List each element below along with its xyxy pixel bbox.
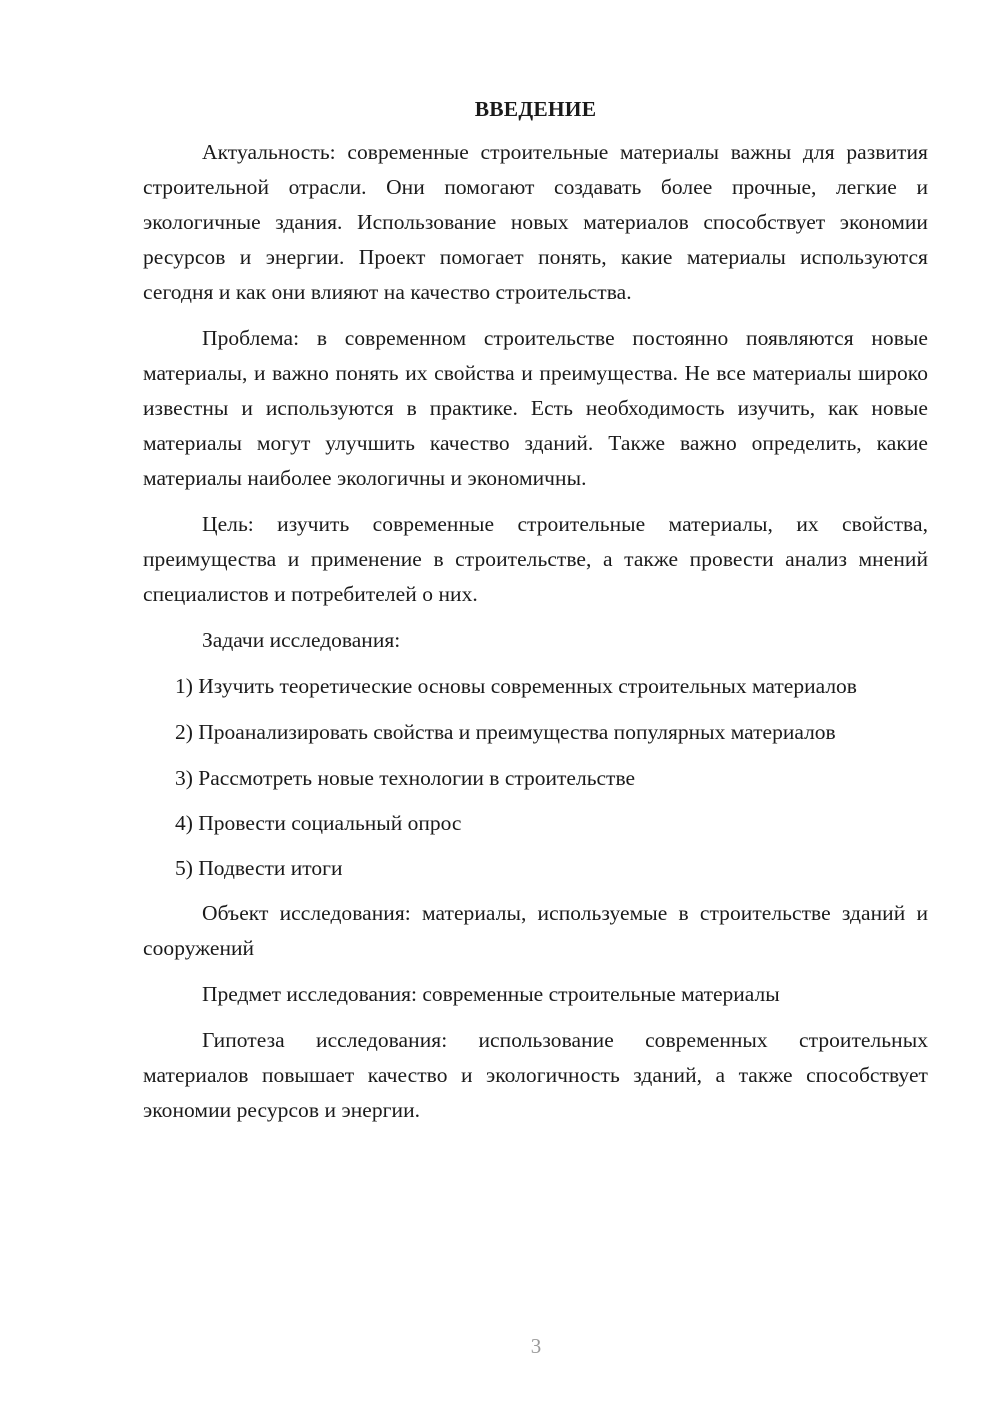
paragraph-relevance: Актуальность: современные строительные материалы важны для развития строительной отрасли. Они помогают создавать более прочные, легкие и экологичные здания. Использование новых материалов способствует экономии ресурсов и энергии. Проект помогает понять, какие материалы используются сегодня и как они влияют на качество строительства. [143, 140, 928, 304]
document-page [143, 92, 928, 1139]
task-item-3: 3) Рассмотреть новые технологии в строительстве [175, 766, 636, 790]
page-number: 3 [530, 1334, 542, 1358]
task-item-2: 2) Проанализировать свойства и преимущества популярных материалов [175, 720, 836, 744]
paragraph-hypothesis: Гипотеза исследования: использование современных строительных материалов повышает качество и экологичность зданий, а также способствует экономии ресурсов и энергии. [143, 1028, 928, 1122]
section-title: ВВЕДЕНИЕ [474, 97, 597, 121]
paragraph-goal: Цель: изучить современные строительные материалы, их свойства, преимущества и применение в строительстве, а также провести анализ мнений специалистов и потребителей о них. [143, 512, 928, 606]
paragraph-subject: Предмет исследования: современные строительные материалы [202, 982, 780, 1006]
paragraph-problem: Проблема: в современном строительстве постоянно появляются новые материалы, и важно понять их свойства и преимущества. Не все материалы широко известны и используются в практике. Есть необходимость изучить, как новые материалы могут улучшить качество зданий. Также важно определить, какие материалы наиболее экологичны и экономичны. [143, 326, 928, 490]
task-item-5: 5) Подвести итоги [175, 856, 343, 880]
task-item-1: 1) Изучить теоретические основы современных строительных материалов [175, 674, 857, 698]
task-item-4: 4) Провести социальный опрос [175, 811, 462, 835]
tasks-heading: Задачи исследования: [202, 628, 401, 652]
paragraph-object: Объект исследования: материалы, используемые в строительстве зданий и сооружений [143, 901, 928, 960]
